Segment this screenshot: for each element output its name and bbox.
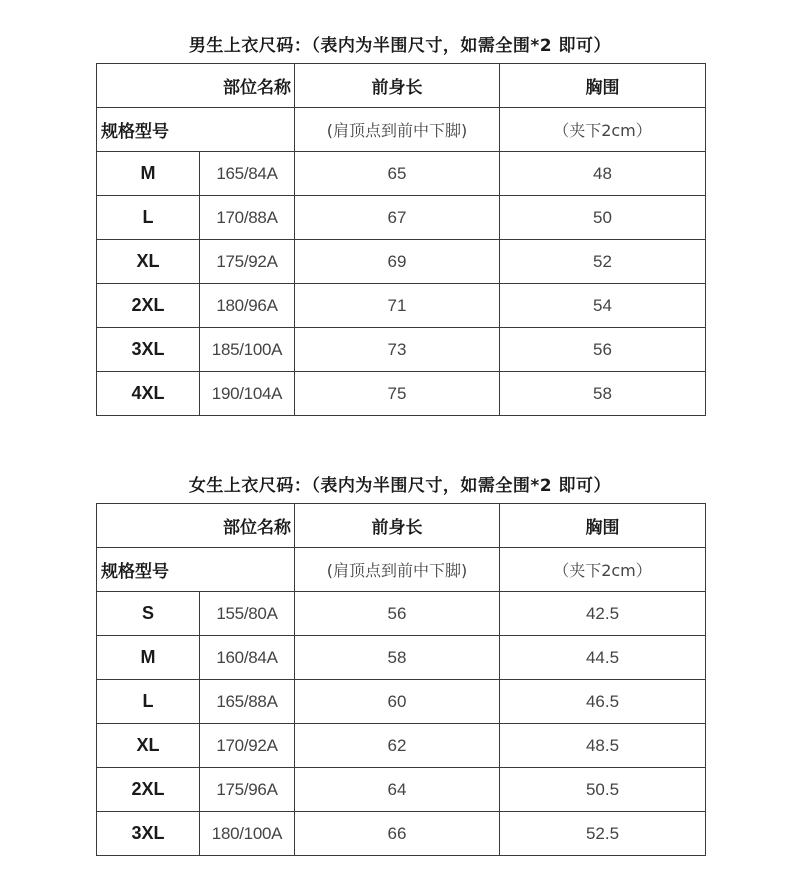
front-length-value: 71 [295,284,500,328]
subheader-row [97,548,706,592]
size-code: 175/92A [200,240,295,284]
front-length-note: (肩顶点到前中下脚) [295,548,500,592]
header-row [97,504,706,548]
front-length-note: (肩顶点到前中下脚) [295,108,500,152]
size-label: L [97,680,200,724]
size-code: 190/104A [200,372,295,416]
women-size-title: 女生上衣尺码：（表内为半围尺寸，如需全围*2 即可） [188,476,612,496]
front-length-value: 65 [295,152,500,196]
size-label: 4XL [97,372,200,416]
chest-note: （夹下2cm） [500,548,706,592]
front-length-value: 67 [295,196,500,240]
size-code: 170/88A [200,196,295,240]
table-row [97,284,706,328]
size-label: XL [97,240,200,284]
table-row [97,240,706,284]
chest-value: 54 [500,284,706,328]
part-name-header: 部位名称 [97,64,295,108]
chest-value: 56 [500,328,706,372]
chest-value: 44.5 [500,636,706,680]
subheader-row [97,108,706,152]
front-length-value: 66 [295,812,500,856]
chest-value: 50 [500,196,706,240]
size-code: 180/96A [200,284,295,328]
table-row [97,152,706,196]
table-row [97,372,706,416]
size-label: XL [97,724,200,768]
chest-value: 50.5 [500,768,706,812]
front-length-value: 58 [295,636,500,680]
chest-value: 48.5 [500,724,706,768]
table-row [97,680,706,724]
front-length-value: 69 [295,240,500,284]
size-code: 180/100A [200,812,295,856]
front-length-header: 前身长 [295,504,500,548]
part-name-header: 部位名称 [97,504,295,548]
size-code: 165/88A [200,680,295,724]
chest-note: （夹下2cm） [500,108,706,152]
front-length-value: 60 [295,680,500,724]
chest-value: 48 [500,152,706,196]
size-code: 170/92A [200,724,295,768]
chest-header: 胸围 [500,504,706,548]
chest-value: 58 [500,372,706,416]
chest-value: 52.5 [500,812,706,856]
header-row [97,64,706,108]
chest-header: 胸围 [500,64,706,108]
women-size-table [96,503,706,856]
front-length-header: 前身长 [295,64,500,108]
spec-header: 规格型号 [97,108,295,152]
size-label: L [97,196,200,240]
size-label: M [97,636,200,680]
size-label: S [97,592,200,636]
size-code: 185/100A [200,328,295,372]
table-row [97,812,706,856]
chest-value: 46.5 [500,680,706,724]
front-length-value: 73 [295,328,500,372]
front-length-value: 56 [295,592,500,636]
table-row [97,328,706,372]
size-code: 160/84A [200,636,295,680]
front-length-value: 64 [295,768,500,812]
men-size-title: 男生上衣尺码：（表内为半围尺寸，如需全围*2 即可） [188,36,612,56]
table-row [97,724,706,768]
size-code: 175/96A [200,768,295,812]
size-label: 2XL [97,284,200,328]
chest-value: 52 [500,240,706,284]
front-length-value: 62 [295,724,500,768]
size-label: M [97,152,200,196]
size-code: 155/80A [200,592,295,636]
size-label: 3XL [97,328,200,372]
spec-header: 规格型号 [97,548,295,592]
table-row [97,592,706,636]
size-label: 2XL [97,768,200,812]
chest-value: 42.5 [500,592,706,636]
table-row [97,636,706,680]
men-size-table [96,63,706,416]
size-label: 3XL [97,812,200,856]
table-row [97,196,706,240]
table-row [97,768,706,812]
size-code: 165/84A [200,152,295,196]
front-length-value: 75 [295,372,500,416]
